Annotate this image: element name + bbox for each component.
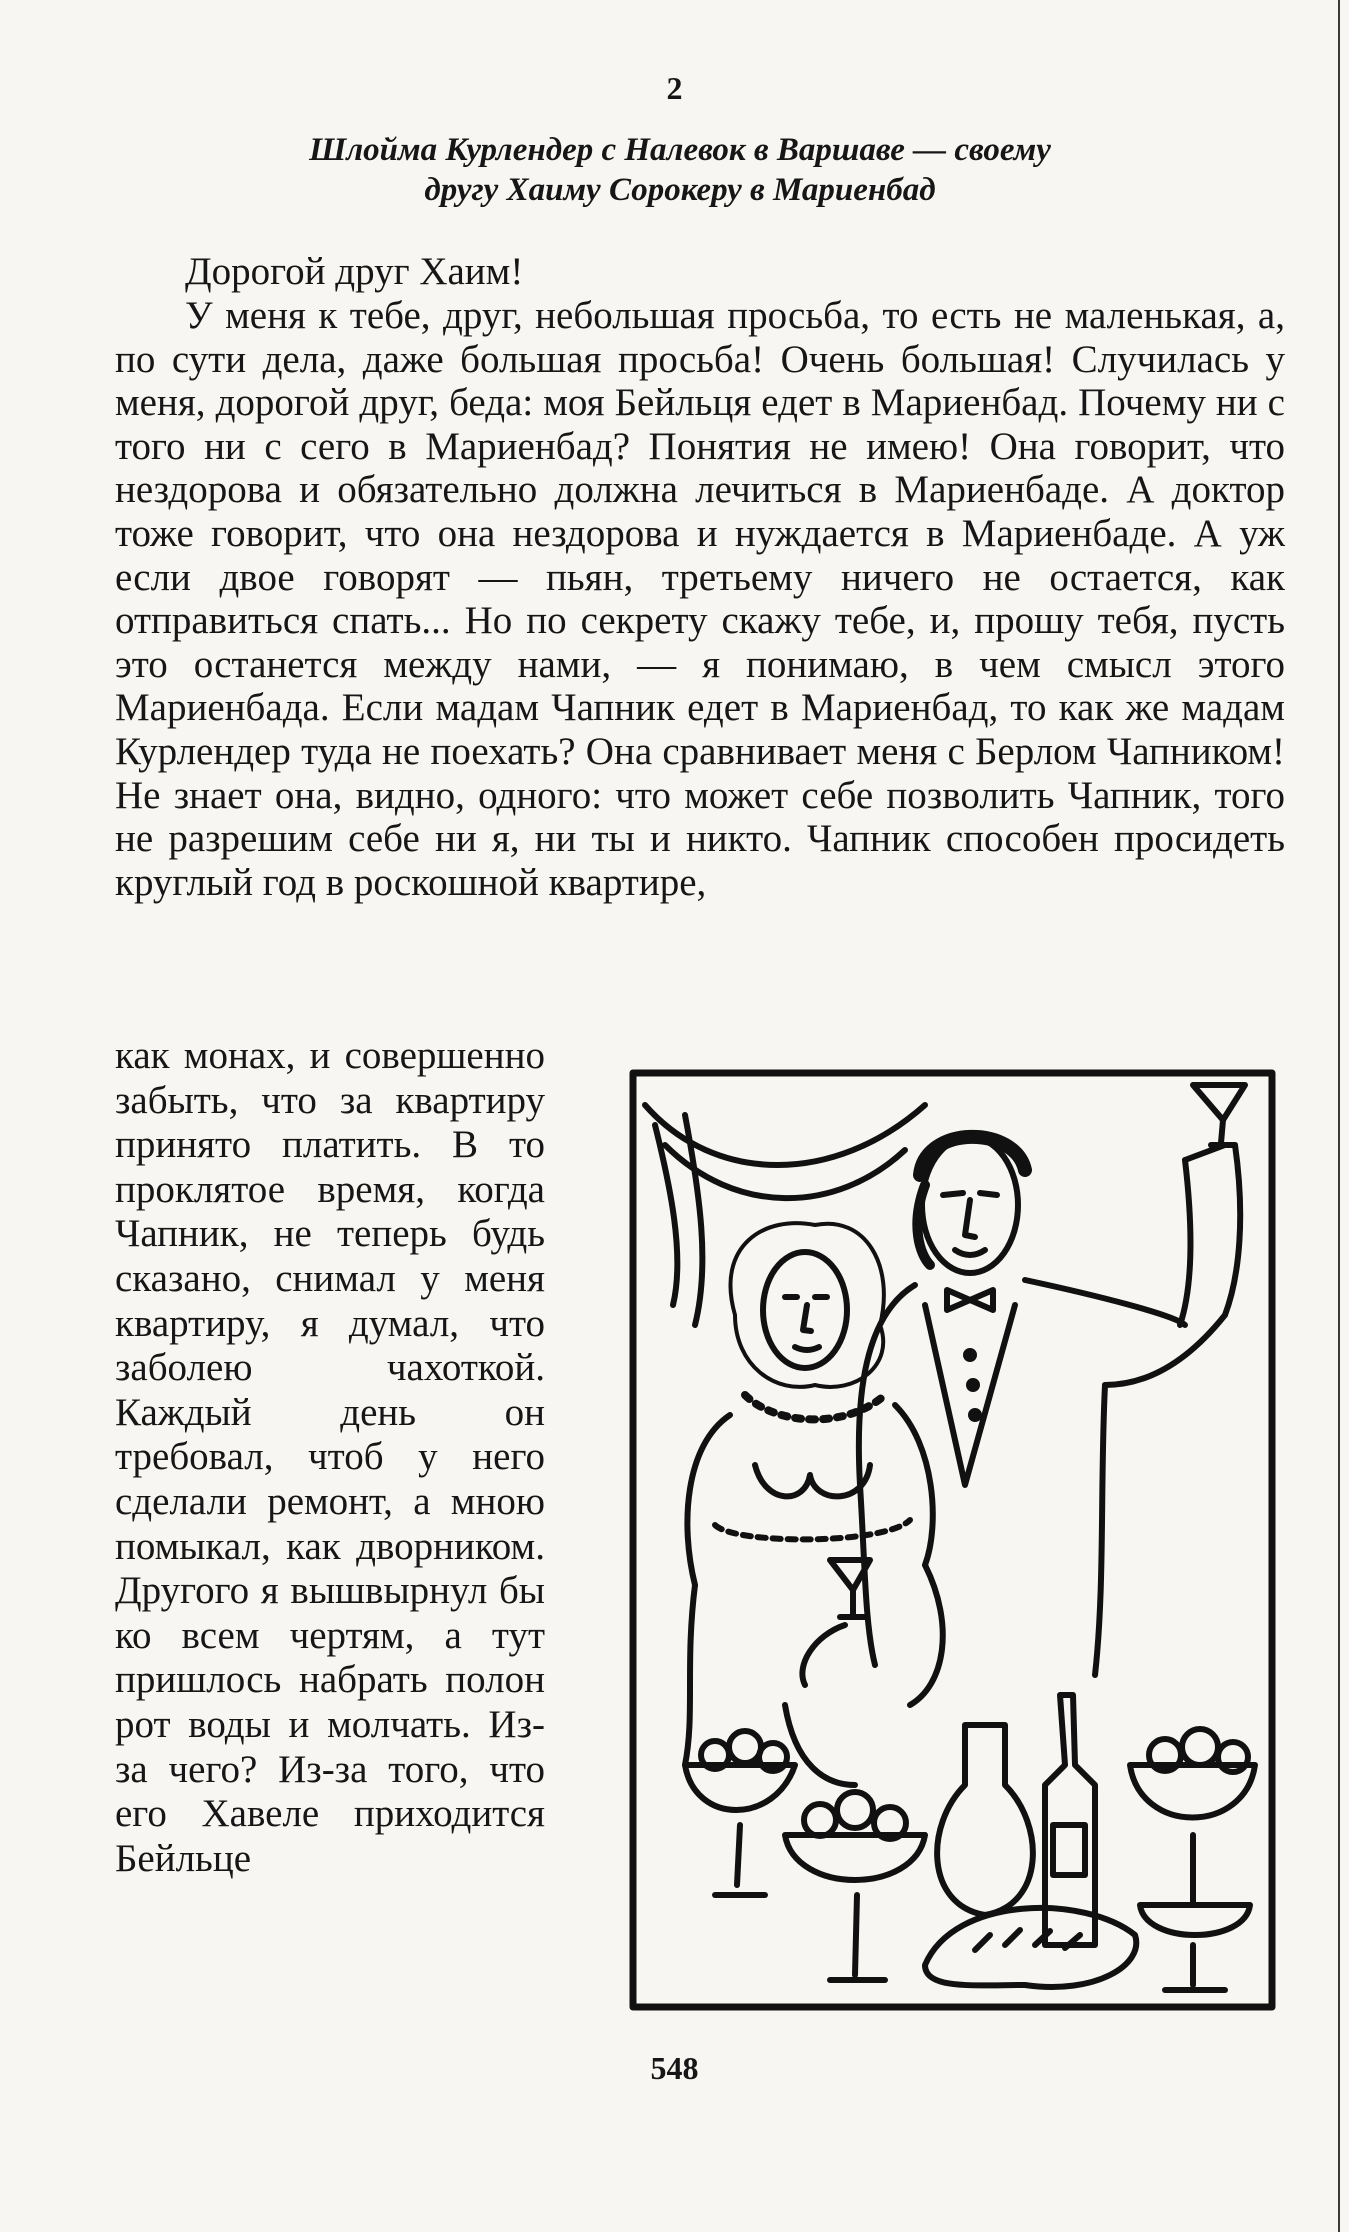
- couple-toasting-illustration: [625, 1065, 1280, 2015]
- letter-heading-line-1: Шлойма Курлендер с Налевок в Варшаве — своему: [309, 132, 1051, 168]
- page-number: 548: [650, 2050, 699, 2086]
- illustration-frame: [633, 1073, 1272, 2007]
- letter-body-full-width: У меня к тебе, друг, небольшая просьба, то есть не маленькая, а, по сути дела, даже большая просьба! Очень большая! Случилась у меня, дорогой друг, беда: моя Бейльця едет в Мариенбад. Почему ни с того ни с сего в Мариенбад? Понятия не имею! Она говорит, что нездорова и обязательно должна лечиться в Мариенбаде. А доктор тоже говорит, что она нездорова и нуждается в Мариенбаде. А уж если двое говорят — пьян, третьему ничего не остается, как отправиться спать... Но по секрету скажу тебе, и, прошу тебя, пусть это останется между нами, — я понимаю, в чем смысл этого Мариенбада. Если мадам Чапник едет в Мариенбад, то как же мадам Курлендер туда не поехать? Она сравнивает меня с Берлом Чапником! Не знает она, видно, одного: что может себе позволить Чапник, того не разрешим себе ни я, ни ты и никто. Чапник способен просидеть круглый год в роскошной квартире,: [115, 294, 1285, 904]
- letter-body-narrow-column: как монах, и совершенно забыть, что за квартиру принято платить. В то проклятое время, когда Чапник, не теперь будь сказано, снимал у меня квартиру, я думал, что заболею чахоткой. Каждый день он требовал, чтоб у него сделали ремонт, а мною помыкал, как дворником. Другого я вышвырнул бы ко всем чертям, а тут пришлось набрать полон рот воды и молчать. Из-за чего? Из-за того, что его Хавеле приходится Бейльце: [115, 1034, 545, 1880]
- letter-heading: [180, 130, 1180, 210]
- page-margin-line: [1338, 0, 1340, 2232]
- letter-heading-line-2: другу Хаиму Сорокеру в Мариенбад: [424, 172, 936, 208]
- letter-salutation: Дорогой друг Хаим!: [185, 250, 524, 293]
- section-number: 2: [666, 70, 683, 106]
